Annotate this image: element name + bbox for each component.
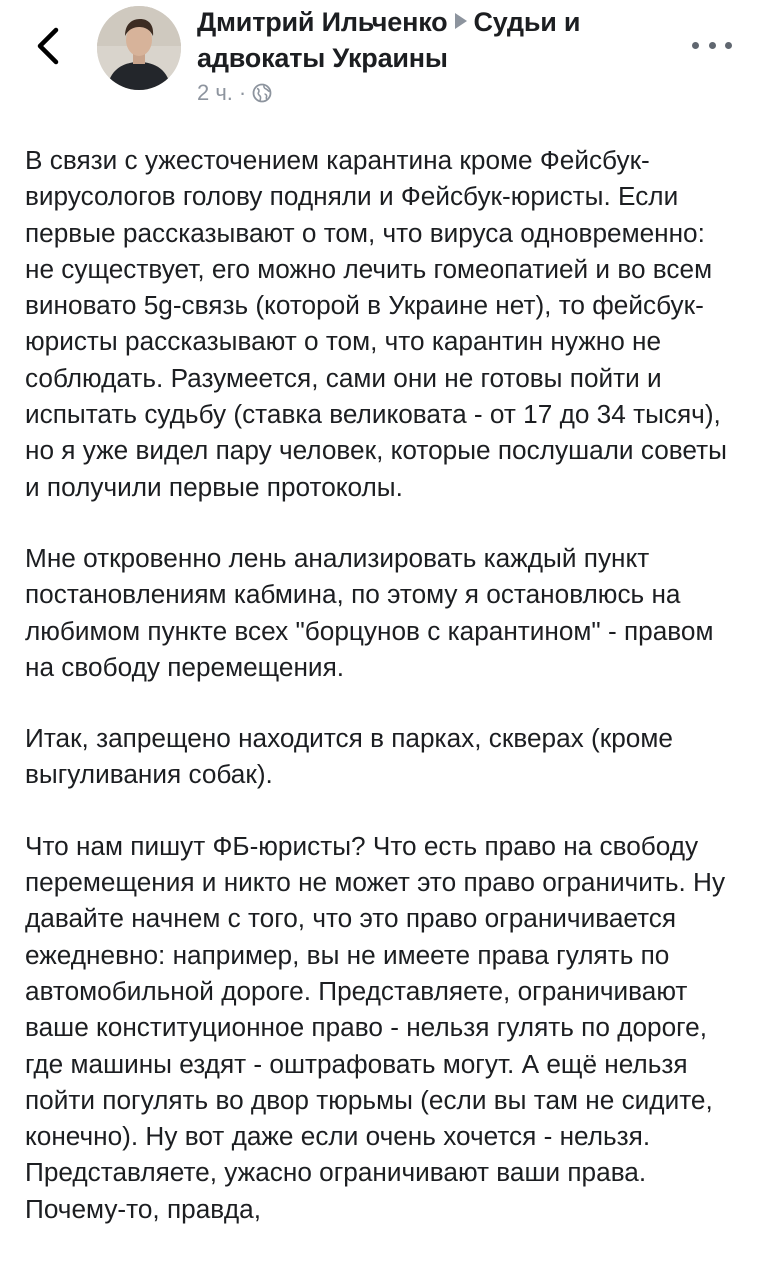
post-paragraph: Мне откровенно лень анализировать каждый пункт постановлениям кабмина, по этому я остановлюсь на любимом пункте всех "борцунов с карантином" - правом на свободу перемещения. — [25, 542, 714, 682]
group-name[interactable]: Судьи и адвокаты Украины — [197, 7, 581, 73]
globe-icon — [252, 83, 272, 103]
meta-separator: · — [238, 80, 247, 105]
chevron-left-icon — [35, 27, 61, 65]
post-meta — [197, 80, 667, 106]
post-title — [197, 4, 667, 76]
author-block — [197, 4, 667, 106]
avatar[interactable] — [97, 6, 181, 90]
post-paragraph: Что нам пишут ФБ-юристы? Что есть право на свободу перемещения и никто не может это право ограничить. Ну давайте начнем с того, что это право ограничивается ежедневно: например, вы не имеете права гулять по автомобильной дороге. Представляете, ограничивают ваше конституционное право - нельзя гулять по дороге, где машины ездят - оштрафовать могут. А ещё нельзя пойти погулять во двор тюрьмы (если вы там не сидите, конечно). Ну вот даже если очень хочется - нельзя. Представляете, ужасно ограничивают ваши права. Почему-то, правда, — [25, 830, 726, 1224]
more-dot — [725, 42, 732, 49]
back-button[interactable] — [30, 26, 66, 66]
post-paragraph: В связи с ужесточением карантина кроме Фейсбук-вирусологов голову подняли и Фейсбук-юристы. Если первые рассказывают о том, что вируса одновременно: не существует, его можно лечить гомеопатией и во всем виновато 5g-связь (которой в Украине нет), то фейсбук-юристы рассказывают о том, что карантин нужно не соблюдать. Разумеется, сами они не готовы пойти и испытать судьбу (ставка великовата - от 17 до 34 тысяч), но я уже видел пару человек, которые послушали советы и получили первые протоколы. — [25, 145, 727, 502]
post-body — [25, 142, 737, 1262]
more-dot — [709, 42, 716, 49]
arrow-right-icon — [455, 13, 467, 29]
post-time[interactable]: 2 ч. — [197, 80, 233, 105]
more-options-button[interactable] — [692, 38, 732, 52]
post-header — [0, 0, 764, 120]
author-name[interactable]: Дмитрий Ильченко — [197, 7, 448, 37]
more-dot — [692, 42, 699, 49]
avatar-image — [97, 6, 181, 90]
post-paragraph: Итак, запрещено находится в парках, скверах (кроме выгуливания собак). — [25, 723, 673, 790]
